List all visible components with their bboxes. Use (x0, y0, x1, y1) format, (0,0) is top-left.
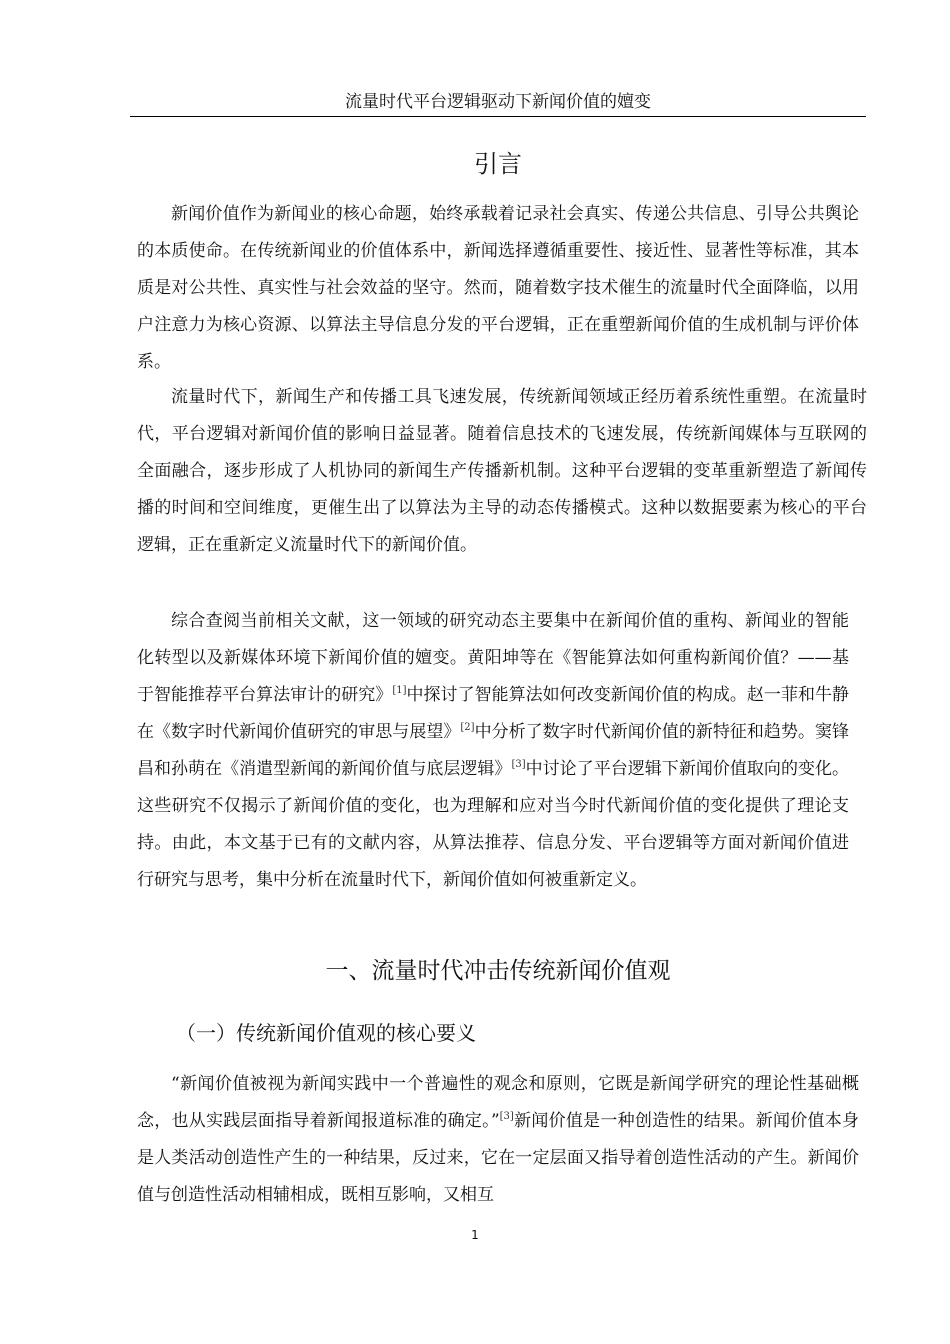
section-heading: 一、流量时代冲击传统新闻价值观 (325, 958, 671, 984)
text-run: 综合查阅当前相关文献，这一领域的研究动态主要集中在新闻价值的重构、新闻业的智能化转型以及新媒体环境下新闻价值的嬗变。黄阳坤等在《智能算法如何重构新闻价值？——基于智能推荐平台算法审计的研究》 (137, 611, 849, 705)
body-paragraph (137, 1066, 859, 1214)
intro-paragraph-2: 流量时代下，新闻生产和传播工具飞速发展，传统新闻领域正经历着系统性重塑。在流量时代，平台逻辑对新闻价值的影响日益显著。随着信息技术的飞速发展，传统新闻媒体与互联网的全面融合，逐步形成了人机协同的新闻生产传播新机制。这种平台逻辑的变革重新塑造了新闻传播的时间和空间维度，更催生出了以算法为主导的动态传播模式。这种以数据要素为核心的平台逻辑，正在重新定义流量时代下的新闻价值。 (137, 387, 867, 555)
text-run: 中分析了数字时代新闻价值的新特征和趋势。窦锋昌和孙萌在《消遣型新闻的新闻价值与底层逻辑》 (137, 722, 850, 779)
intro-paragraph-3 (137, 603, 849, 899)
running-header: 流量时代平台逻辑驱动下新闻价值的嬗变 (130, 88, 866, 117)
intro-heading: 引言 (474, 150, 522, 178)
page-number: 1 (471, 1228, 479, 1242)
citation-ref: [2] (460, 722, 475, 733)
intro-paragraph-1: 新闻价值作为新闻业的核心命题，始终承载着记录社会真实、传递公共信息、引导公共舆论的本质使命。在传统新闻业的价值体系中，新闻选择遵循重要性、接近性、显著性等标准，其本质是对公共性、真实性与社会效益的坚守。然而，随着数字技术催生的流量时代全面降临，以用户注意力为核心资源、以算法主导信息分发的平台逻辑，正在重塑新闻价值的生成机制与评价体系。 (137, 204, 859, 372)
citation-ref: [3] (499, 1111, 514, 1122)
text-run: 中讨论了平台逻辑下新闻价值取向的变化。这些研究不仅揭示了新闻价值的变化，也为理解和应对当今时代新闻价值的变化提供了理论支持。由此，本文基于已有的文献内容，从算法推荐、信息分发、平台逻辑等方面对新闻价值进行研究与思考，集中分析在流量时代下，新闻价值如何被重新定义。 (137, 759, 850, 890)
text-run: “新闻价值被视为新闻实践中一个普遍性的观念和原则，它既是新闻学研究的理论性基础概念，也从实践层面指导着新闻报道标准的确定。” (137, 1074, 859, 1131)
subsection-heading: （一）传统新闻价值观的核心要义 (176, 1021, 476, 1045)
text-run: 中探讨了智能算法如何改变新闻价值的构成。赵一菲和牛静在《数字时代新闻价值研究的审思与展望》 (137, 685, 850, 742)
text-run: 新闻价值是一种创造性的结果。新闻价值本身是人类活动创造性产生的一种结果，反过来，它在一定层面又指导着创造性活动的产生。新闻价值与创造性活动相辅相成，既相互影响，又相互 (137, 1111, 859, 1205)
citation-ref: [3] (511, 759, 526, 770)
citation-ref: [1] (392, 685, 407, 696)
